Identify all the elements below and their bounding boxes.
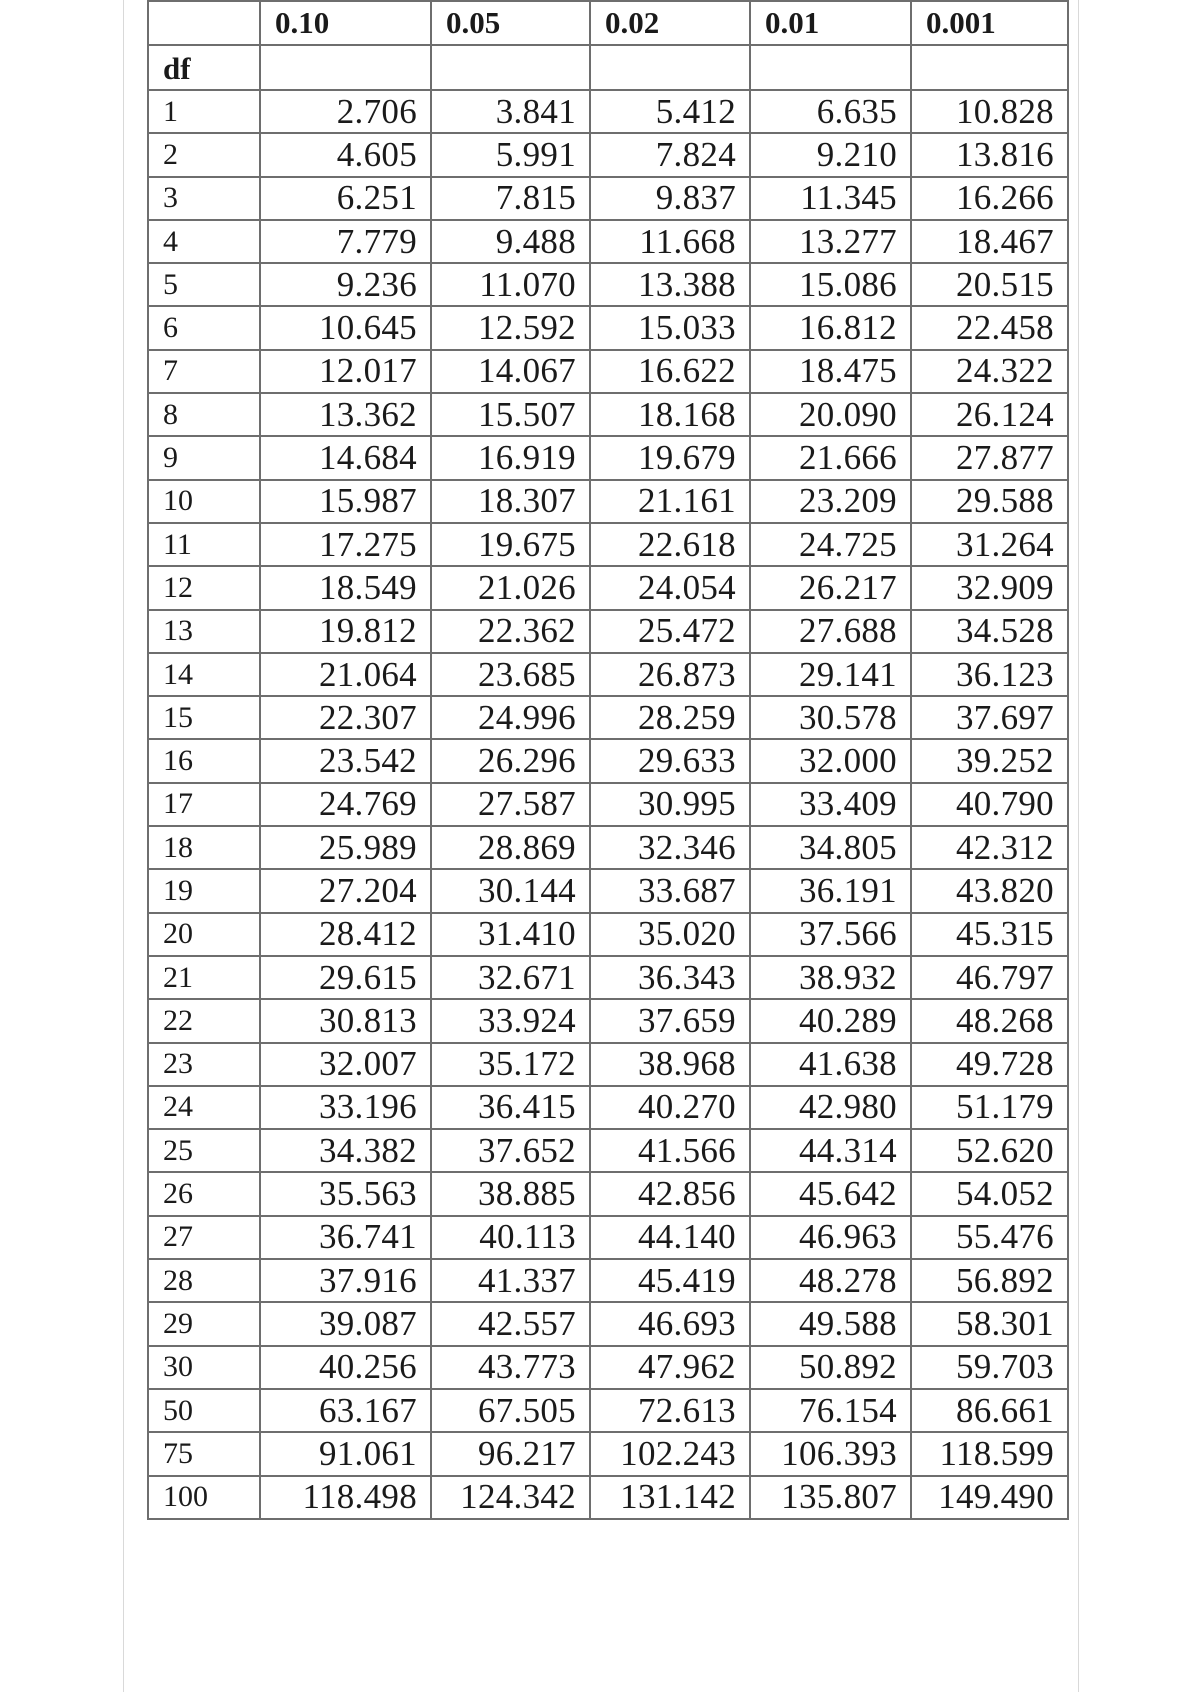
value-cell: 26.124 [911,393,1068,436]
df-cell: 16 [148,739,260,782]
value-cell: 40.270 [590,1086,750,1129]
value-cell: 23.542 [260,739,431,782]
df-cell: 8 [148,393,260,436]
value-cell: 23.209 [750,480,911,523]
df-cell: 17 [148,783,260,826]
df-cell: 100 [148,1476,260,1519]
table-row [148,1129,1068,1172]
df-cell: 14 [148,653,260,696]
value-cell: 36.415 [431,1086,590,1129]
value-cell: 31.410 [431,913,590,956]
value-cell: 44.314 [750,1129,911,1172]
value-cell: 16.919 [431,436,590,479]
value-cell: 45.315 [911,913,1068,956]
value-cell: 47.962 [590,1346,750,1389]
page-edge-left [123,0,124,1692]
value-cell: 43.820 [911,869,1068,912]
value-cell: 46.963 [750,1216,911,1259]
value-cell: 27.688 [750,610,911,653]
value-cell: 29.588 [911,480,1068,523]
value-cell: 22.618 [590,523,750,566]
value-cell: 13.816 [911,133,1068,176]
value-cell: 11.070 [431,263,590,306]
df-cell: 5 [148,263,260,306]
value-cell: 37.652 [431,1129,590,1172]
value-cell: 59.703 [911,1346,1068,1389]
empty-cell [590,45,750,90]
header-row [148,1,1068,45]
value-cell: 6.635 [750,90,911,133]
value-cell: 21.064 [260,653,431,696]
value-cell: 10.828 [911,90,1068,133]
value-cell: 26.873 [590,653,750,696]
value-cell: 131.142 [590,1476,750,1519]
page-edge-right [1078,0,1079,1692]
value-cell: 32.007 [260,1043,431,1086]
value-cell: 12.017 [260,350,431,393]
value-cell: 45.642 [750,1172,911,1215]
value-cell: 52.620 [911,1129,1068,1172]
table-row [148,653,1068,696]
value-cell: 51.179 [911,1086,1068,1129]
value-cell: 135.807 [750,1476,911,1519]
table-row [148,826,1068,869]
value-cell: 10.645 [260,306,431,349]
value-cell: 21.161 [590,480,750,523]
value-cell: 35.563 [260,1172,431,1215]
value-cell: 37.659 [590,999,750,1042]
value-cell: 7.824 [590,133,750,176]
empty-cell [431,45,590,90]
value-cell: 24.996 [431,696,590,739]
table-row [148,1172,1068,1215]
table-row [148,1302,1068,1345]
value-cell: 29.141 [750,653,911,696]
value-cell: 14.684 [260,436,431,479]
value-cell: 63.167 [260,1389,431,1432]
table-row [148,306,1068,349]
value-cell: 33.687 [590,869,750,912]
value-cell: 27.877 [911,436,1068,479]
column-header-4: 0.001 [911,1,1068,45]
value-cell: 21.666 [750,436,911,479]
df-cell: 15 [148,696,260,739]
value-cell: 20.515 [911,263,1068,306]
value-cell: 5.991 [431,133,590,176]
value-cell: 14.067 [431,350,590,393]
value-cell: 21.026 [431,566,590,609]
value-cell: 49.728 [911,1043,1068,1086]
value-cell: 29.615 [260,956,431,999]
df-cell: 19 [148,869,260,912]
value-cell: 31.264 [911,523,1068,566]
value-cell: 19.812 [260,610,431,653]
value-cell: 40.289 [750,999,911,1042]
table-row [148,263,1068,306]
value-cell: 24.725 [750,523,911,566]
df-cell: 1 [148,90,260,133]
table-row [148,1432,1068,1475]
value-cell: 15.507 [431,393,590,436]
df-cell: 50 [148,1389,260,1432]
value-cell: 13.277 [750,220,911,263]
value-cell: 16.812 [750,306,911,349]
value-cell: 33.924 [431,999,590,1042]
value-cell: 25.472 [590,610,750,653]
value-cell: 26.296 [431,739,590,782]
value-cell: 41.337 [431,1259,590,1302]
table-row [148,1389,1068,1432]
df-cell: 11 [148,523,260,566]
df-cell: 21 [148,956,260,999]
df-cell: 75 [148,1432,260,1475]
value-cell: 50.892 [750,1346,911,1389]
table-body [148,1,1068,1519]
value-cell: 15.086 [750,263,911,306]
value-cell: 28.412 [260,913,431,956]
table-row [148,999,1068,1042]
value-cell: 17.275 [260,523,431,566]
value-cell: 16.622 [590,350,750,393]
df-cell: 2 [148,133,260,176]
value-cell: 38.885 [431,1172,590,1215]
value-cell: 19.675 [431,523,590,566]
empty-cell [911,45,1068,90]
value-cell: 27.204 [260,869,431,912]
value-cell: 24.322 [911,350,1068,393]
value-cell: 24.054 [590,566,750,609]
value-cell: 26.217 [750,566,911,609]
value-cell: 5.412 [590,90,750,133]
value-cell: 32.909 [911,566,1068,609]
value-cell: 40.256 [260,1346,431,1389]
value-cell: 44.140 [590,1216,750,1259]
value-cell: 34.805 [750,826,911,869]
df-cell: 23 [148,1043,260,1086]
value-cell: 124.342 [431,1476,590,1519]
df-cell: 24 [148,1086,260,1129]
value-cell: 12.592 [431,306,590,349]
value-cell: 45.419 [590,1259,750,1302]
value-cell: 20.090 [750,393,911,436]
chi-square-table [147,0,1069,1520]
value-cell: 36.191 [750,869,911,912]
df-cell: 22 [148,999,260,1042]
column-header-2: 0.02 [590,1,750,45]
column-header-1: 0.05 [431,1,590,45]
value-cell: 118.599 [911,1432,1068,1475]
df-cell: 12 [148,566,260,609]
value-cell: 33.196 [260,1086,431,1129]
value-cell: 22.362 [431,610,590,653]
value-cell: 56.892 [911,1259,1068,1302]
value-cell: 43.773 [431,1346,590,1389]
df-cell: 30 [148,1346,260,1389]
table-row [148,956,1068,999]
df-cell: 29 [148,1302,260,1345]
table-row [148,436,1068,479]
value-cell: 36.343 [590,956,750,999]
value-cell: 13.388 [590,263,750,306]
value-cell: 4.605 [260,133,431,176]
value-cell: 41.566 [590,1129,750,1172]
value-cell: 36.123 [911,653,1068,696]
column-header-3: 0.01 [750,1,911,45]
df-cell: 4 [148,220,260,263]
value-cell: 35.172 [431,1043,590,1086]
value-cell: 9.236 [260,263,431,306]
value-cell: 42.980 [750,1086,911,1129]
table-row [148,220,1068,263]
table-row [148,1259,1068,1302]
df-cell: 7 [148,350,260,393]
value-cell: 9.210 [750,133,911,176]
value-cell: 16.266 [911,177,1068,220]
value-cell: 46.797 [911,956,1068,999]
df-cell: 26 [148,1172,260,1215]
value-cell: 34.528 [911,610,1068,653]
value-cell: 2.706 [260,90,431,133]
value-cell: 6.251 [260,177,431,220]
value-cell: 76.154 [750,1389,911,1432]
value-cell: 18.467 [911,220,1068,263]
table-row [148,480,1068,523]
value-cell: 11.668 [590,220,750,263]
value-cell: 30.813 [260,999,431,1042]
value-cell: 37.697 [911,696,1068,739]
value-cell: 22.458 [911,306,1068,349]
value-cell: 54.052 [911,1172,1068,1215]
value-cell: 19.679 [590,436,750,479]
value-cell: 96.217 [431,1432,590,1475]
value-cell: 32.000 [750,739,911,782]
df-cell: 18 [148,826,260,869]
value-cell: 18.168 [590,393,750,436]
table-row [148,393,1068,436]
value-cell: 30.144 [431,869,590,912]
table-row [148,1346,1068,1389]
value-cell: 38.968 [590,1043,750,1086]
value-cell: 22.307 [260,696,431,739]
value-cell: 27.587 [431,783,590,826]
value-cell: 37.916 [260,1259,431,1302]
value-cell: 40.790 [911,783,1068,826]
value-cell: 13.362 [260,393,431,436]
table-row [148,177,1068,220]
empty-cell [750,45,911,90]
value-cell: 32.671 [431,956,590,999]
value-cell: 42.312 [911,826,1068,869]
df-label-row [148,45,1068,90]
table-row [148,1043,1068,1086]
table-row [148,90,1068,133]
table-row [148,783,1068,826]
value-cell: 28.259 [590,696,750,739]
value-cell: 58.301 [911,1302,1068,1345]
df-cell: 28 [148,1259,260,1302]
value-cell: 15.033 [590,306,750,349]
df-cell: 9 [148,436,260,479]
table-row [148,1216,1068,1259]
value-cell: 24.769 [260,783,431,826]
value-cell: 23.685 [431,653,590,696]
value-cell: 48.278 [750,1259,911,1302]
table-row [148,1476,1068,1519]
df-cell: 10 [148,480,260,523]
value-cell: 40.113 [431,1216,590,1259]
value-cell: 28.869 [431,826,590,869]
value-cell: 118.498 [260,1476,431,1519]
value-cell: 3.841 [431,90,590,133]
df-label: df [148,45,260,90]
value-cell: 7.779 [260,220,431,263]
value-cell: 18.549 [260,566,431,609]
table-row [148,739,1068,782]
empty-cell [260,45,431,90]
value-cell: 49.588 [750,1302,911,1345]
table-row [148,696,1068,739]
value-cell: 86.661 [911,1389,1068,1432]
table-row [148,133,1068,176]
table-row [148,1086,1068,1129]
value-cell: 149.490 [911,1476,1068,1519]
df-cell: 3 [148,177,260,220]
value-cell: 18.475 [750,350,911,393]
table-row [148,869,1068,912]
header-corner-cell [148,1,260,45]
value-cell: 7.815 [431,177,590,220]
value-cell: 30.578 [750,696,911,739]
value-cell: 46.693 [590,1302,750,1345]
value-cell: 29.633 [590,739,750,782]
value-cell: 42.856 [590,1172,750,1215]
table-row [148,610,1068,653]
value-cell: 25.989 [260,826,431,869]
value-cell: 55.476 [911,1216,1068,1259]
df-cell: 20 [148,913,260,956]
table-row [148,566,1068,609]
column-header-0: 0.10 [260,1,431,45]
value-cell: 9.488 [431,220,590,263]
df-cell: 13 [148,610,260,653]
value-cell: 9.837 [590,177,750,220]
value-cell: 38.932 [750,956,911,999]
value-cell: 106.393 [750,1432,911,1475]
value-cell: 37.566 [750,913,911,956]
df-cell: 6 [148,306,260,349]
value-cell: 91.061 [260,1432,431,1475]
value-cell: 42.557 [431,1302,590,1345]
value-cell: 33.409 [750,783,911,826]
value-cell: 48.268 [911,999,1068,1042]
value-cell: 11.345 [750,177,911,220]
value-cell: 15.987 [260,480,431,523]
value-cell: 67.505 [431,1389,590,1432]
table-row [148,350,1068,393]
value-cell: 30.995 [590,783,750,826]
value-cell: 18.307 [431,480,590,523]
value-cell: 35.020 [590,913,750,956]
value-cell: 72.613 [590,1389,750,1432]
value-cell: 102.243 [590,1432,750,1475]
value-cell: 32.346 [590,826,750,869]
value-cell: 41.638 [750,1043,911,1086]
table-row [148,523,1068,566]
value-cell: 34.382 [260,1129,431,1172]
df-cell: 25 [148,1129,260,1172]
value-cell: 39.252 [911,739,1068,782]
value-cell: 39.087 [260,1302,431,1345]
value-cell: 36.741 [260,1216,431,1259]
table-row [148,913,1068,956]
df-cell: 27 [148,1216,260,1259]
